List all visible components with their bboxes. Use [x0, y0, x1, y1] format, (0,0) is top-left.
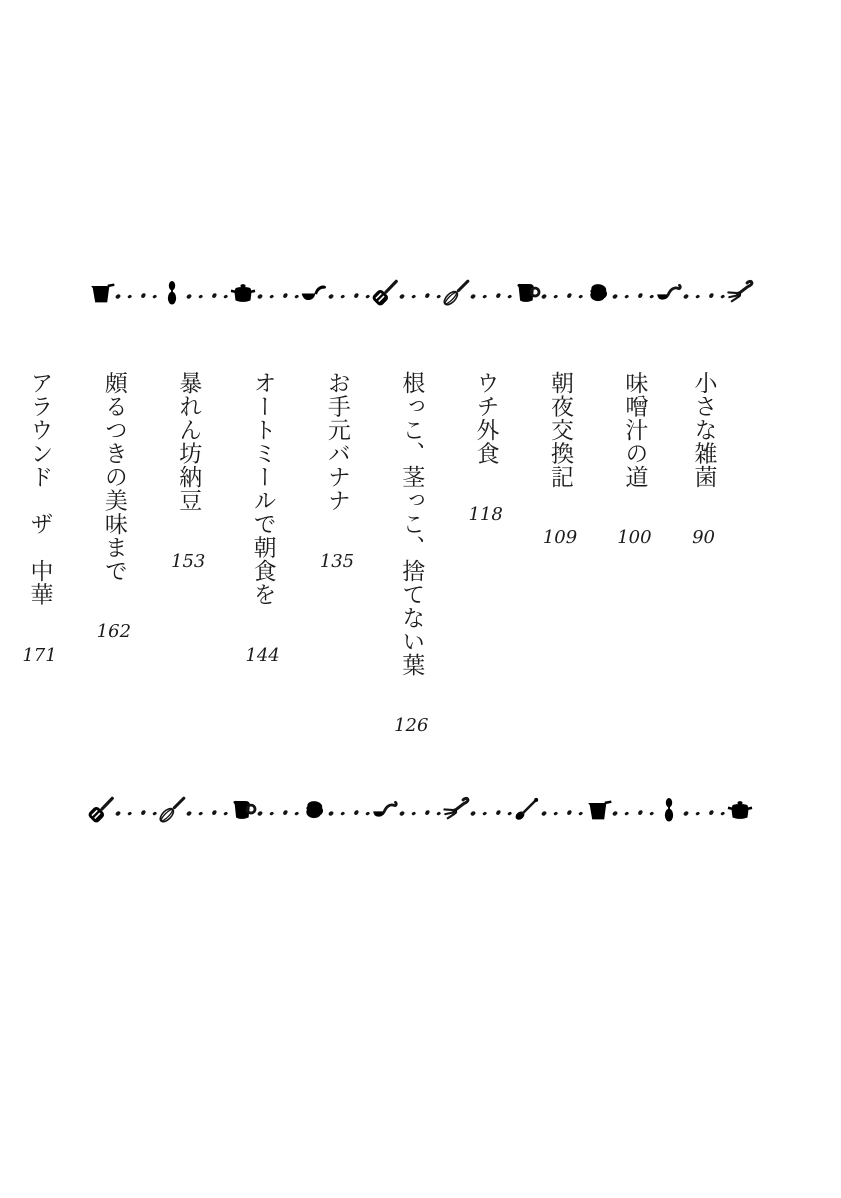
pot-icon: [725, 795, 755, 825]
chapter-title: 朝夜交換記: [547, 371, 573, 489]
toc-entry: [320, 371, 354, 811]
chapter-page-number: 153: [171, 550, 206, 572]
spoon-icon: [654, 795, 684, 825]
chapter-title: 頗るつきの美味まで: [100, 371, 127, 583]
dot-separator: [116, 811, 157, 816]
chapter-page-number: 109: [542, 527, 578, 549]
dot-separator: [187, 811, 228, 816]
ladle-icon: [299, 278, 329, 308]
chapter-title: オートミールで朝食を: [249, 371, 276, 606]
toc-entry: [245, 371, 279, 811]
toc-entry: [394, 371, 428, 811]
spoon-icon: [157, 278, 187, 308]
chapter-page-number: 171: [22, 644, 57, 666]
dot-separator: [329, 811, 370, 816]
scoop-icon: [654, 278, 684, 308]
dot-separator: [116, 294, 157, 299]
measuring-cup-icon: [86, 278, 116, 308]
kettle-icon: [299, 795, 329, 825]
toc-entry: [171, 371, 205, 811]
teaspoon-icon: [512, 795, 542, 825]
fork-icon: [441, 795, 471, 825]
chapter-title: 暴れん坊納豆: [175, 371, 202, 512]
chapter-page-number: 90: [692, 527, 715, 549]
toc-entry: [543, 371, 577, 811]
top-utensil-border: [86, 276, 746, 310]
chapter-title: 小さな雑菌: [690, 371, 717, 489]
chapter-title: 味噌汁の道: [621, 371, 648, 489]
chapter-page-number: 118: [468, 503, 503, 525]
chapter-title: ウチ外食: [472, 371, 499, 465]
whisk-icon: [441, 278, 471, 308]
dot-separator: [684, 294, 725, 299]
chapter-page-number: 135: [319, 550, 355, 572]
pot-icon: [228, 278, 258, 308]
whisk-icon: [157, 795, 187, 825]
dot-separator: [400, 294, 441, 299]
pitcher-icon: [512, 278, 542, 308]
chapter-page-number: 100: [617, 527, 652, 549]
dot-separator: [471, 294, 512, 299]
kettle-icon: [583, 278, 613, 308]
dot-separator: [542, 294, 583, 299]
dot-separator: [542, 811, 583, 816]
toc-entry: [692, 371, 715, 811]
bottom-utensil-border: [86, 793, 746, 827]
toc-entry: [22, 371, 56, 811]
toc-entry: [97, 371, 131, 811]
toc-entry: [468, 371, 502, 811]
chapter-title: お手元バナナ: [323, 371, 350, 512]
dot-separator: [684, 811, 725, 816]
dot-separator: [329, 294, 370, 299]
spatula-icon: [370, 278, 400, 308]
fork-icon: [725, 278, 755, 308]
spatula-icon: [86, 795, 116, 825]
dot-separator: [258, 811, 299, 816]
chapter-page-number: 162: [96, 621, 132, 643]
table-of-contents: [22, 371, 715, 811]
scoop-icon: [370, 795, 400, 825]
toc-entry: [617, 371, 651, 811]
dot-separator: [258, 294, 299, 299]
dot-separator: [471, 811, 512, 816]
measuring-cup-icon: [583, 795, 613, 825]
chapter-title: アラウンド ザ 中華: [26, 371, 53, 606]
dot-separator: [613, 294, 654, 299]
dot-separator: [613, 811, 654, 816]
chapter-page-number: 126: [394, 715, 429, 737]
dot-separator: [187, 294, 228, 299]
pitcher-icon: [228, 795, 258, 825]
chapter-title: 根っこ、茎っこ、捨てない葉: [398, 371, 425, 677]
dot-separator: [400, 811, 441, 816]
chapter-page-number: 144: [245, 644, 280, 666]
